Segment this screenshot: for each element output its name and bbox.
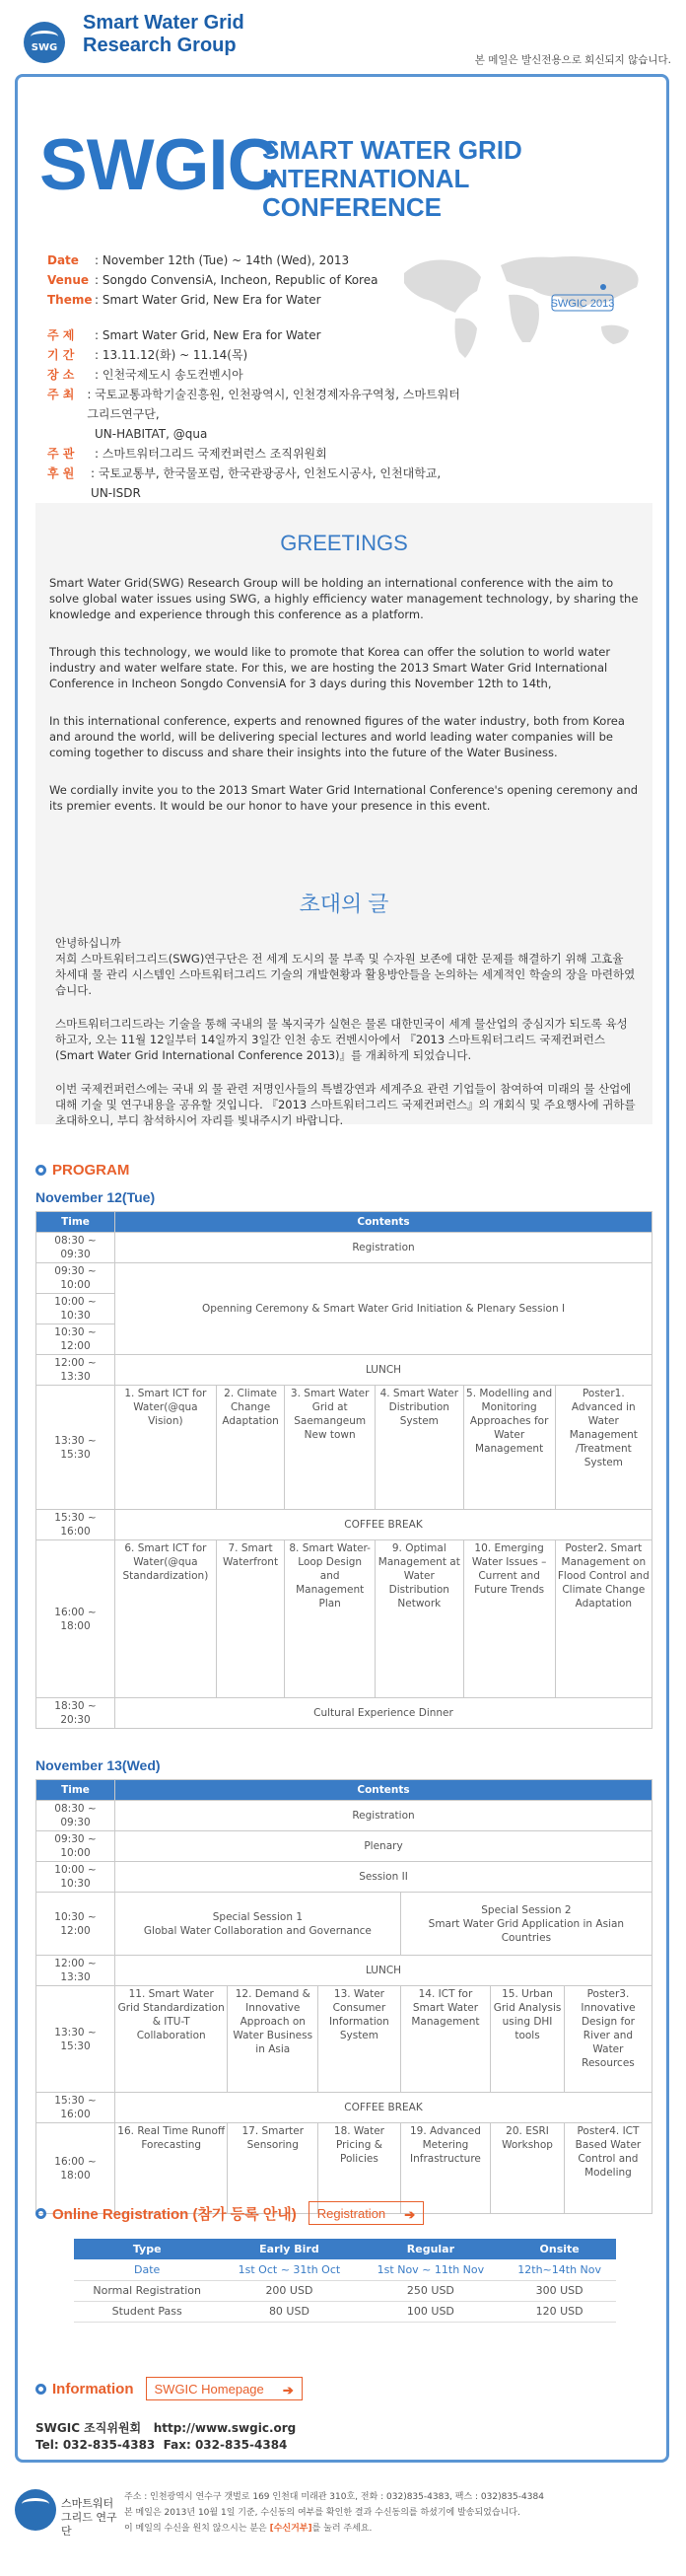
footer-unsubscribe-line <box>124 2521 676 2537</box>
info-row <box>47 365 461 385</box>
content-cell: COFFEE BREAK <box>115 1510 652 1540</box>
information-title: Information <box>52 2380 134 2397</box>
table-header-row <box>36 1780 652 1801</box>
session-cell: 11. Smart Water Grid Standardization & ITU-T Collaboration <box>115 1986 228 2093</box>
conference-banner <box>39 125 651 227</box>
session-cell: 20. ESRI Workshop <box>491 2123 565 2214</box>
time-cell: 13:30 ~ 15:30 <box>36 1386 115 1510</box>
info-row <box>47 270 461 290</box>
greetings-paragraph: Through this technology, we would like to promote that Korea can offer the solution to world water industry and water welfare state. For this, we are hosting the 2013 Smart Water Grid International Conference in Incheon Songdo ConvensiA for 3 days during this November 12th to 14th, <box>49 645 611 690</box>
time-cell: 16:00 ~ 18:00 <box>36 2123 115 2214</box>
info-row <box>47 385 461 424</box>
org-name-line1: Smart Water Grid <box>83 12 244 34</box>
table-row <box>36 1263 652 1294</box>
org-committee: SWGIC 조직위원회 <box>35 2421 142 2435</box>
fee-cell: 12th~14th Nov <box>503 2259 616 2280</box>
unsubscribe-text: 를 눌러 주세요. <box>311 2524 373 2534</box>
content-cell: Session II <box>115 1862 652 1893</box>
time-cell: 10:00 ~ 10:30 <box>36 1862 115 1893</box>
session-cell: 19. Advanced Metering Infrastructure <box>400 2123 490 2214</box>
footer <box>0 2475 686 2576</box>
subtitle-line1: SMART WATER GRID <box>262 135 522 165</box>
content-cell: LUNCH <box>115 1956 652 1986</box>
info-label: 장 소 <box>47 368 75 382</box>
session-cell: 17. Smarter Sensoring <box>228 2123 318 2214</box>
fee-cell: 120 USD <box>503 2301 616 2322</box>
fee-cell: 250 USD <box>359 2280 504 2301</box>
korean-paragraph: 이번 국제컨퍼런스에는 국내 외 물 관련 저명인사들의 특별강연과 세계주요 관련 기업들이 참여하여 미래의 물 산업에 대해 기술 및 연구내용을 공유할 것입니다. 『2013 스마트워터그리드 국제컨퍼런스』의 개회식 및 주요행사에 귀하를 초대하오니, 부디 참석하시어 자리를 빛내주시기 바랍니다. <box>55 1082 636 1127</box>
info-english <box>47 250 461 310</box>
fee-cell: Date <box>74 2259 220 2280</box>
homepage-button-label: SWGIC Homepage <box>154 2382 264 2397</box>
table-row <box>36 1986 652 2093</box>
fee-header: Early Bird <box>220 2239 358 2259</box>
info-korean <box>47 325 461 503</box>
map-label: SWGIC 2013 <box>550 298 615 310</box>
tel: Tel: 032-835-4383 <box>35 2438 156 2452</box>
event-info <box>47 250 461 503</box>
program-title: PROGRAM <box>52 1162 130 1179</box>
registration-title: Online Registration (참가 등록 안내) <box>52 2205 297 2223</box>
special-session-2 <box>400 1893 652 1956</box>
info-label: Venue <box>47 273 89 287</box>
special-session-topic: Global Water Collaboration and Governance <box>143 1924 372 1937</box>
time-cell: 13:30 ~ 15:30 <box>36 1986 115 2093</box>
info-row <box>47 464 461 503</box>
poster-cell: Poster3. Innovative Design for River and Water Resources <box>564 1986 652 2093</box>
table-row <box>36 1233 652 1263</box>
poster-cell: Poster4. ICT Based Water Control and Modeling <box>564 2123 652 2214</box>
korean-greetings-title: 초대의 글 <box>299 892 389 916</box>
table-row <box>36 1510 652 1540</box>
table-row <box>36 1540 652 1698</box>
info-label: 주 제 <box>47 328 75 342</box>
table-row <box>36 2093 652 2123</box>
special-session-title: Special Session 1 <box>212 1910 303 1923</box>
water-wave-icon <box>22 2498 49 2510</box>
content-cell: LUNCH <box>115 1355 652 1386</box>
session-cell: 6. Smart ICT for Water(@qua Standardization) <box>115 1540 217 1698</box>
info-value: : Smart Water Grid, New Era for Water <box>95 293 321 307</box>
fee-cell: 1st Oct ~ 31th Oct <box>220 2259 358 2280</box>
time-cell: 09:30 ~ 10:00 <box>36 1263 115 1294</box>
time-cell: 18:30 ~ 20:30 <box>36 1698 115 1729</box>
special-session-topic: Smart Water Grid Application in Asian Countries <box>428 1917 625 1944</box>
session-cell: 13. Water Consumer Information System <box>318 1986 401 2093</box>
th-contents: Contents <box>115 1212 652 1233</box>
info-value: : 국토교통부, 한국물포럼, 한국관광공사, 인천도시공사, 인천대학교, UN-ISDR <box>91 466 442 500</box>
time-cell: 10:30 ~ 12:00 <box>36 1893 115 1956</box>
greetings-paragraph: In this international conference, experts and renowned figures of the water industry, both from Korea and around the world, will be delivering special lectures and world leading water companies will be coming together to discuss and share their insights into the future of the Water Business. <box>49 714 625 759</box>
special-session-title: Special Session 2 <box>481 1903 572 1916</box>
fee-cell: Normal Registration <box>74 2280 220 2301</box>
fax: Fax: 032-835-4384 <box>163 2438 288 2452</box>
time-cell: 12:00 ~ 13:30 <box>36 1355 115 1386</box>
session-cell: 8. Smart Water-Loop Design and Management Plan <box>285 1540 376 1698</box>
header <box>0 0 686 74</box>
contact-info <box>35 2420 296 2454</box>
session-cell: 5. Modelling and Monitoring Approaches for Water Management <box>463 1386 555 1510</box>
korean-paragraph: 스마트워터그리드라는 기술을 통해 국내의 물 복지국가 실현은 물론 대한민국이 세계 물산업의 중심지가 되도록 육성하고자, 오는 11월 12일부터 14일까지 3일간 인천 송도 컨벤시아에서 『2013 스마트워터그리드 국제컨퍼런스(Smart Water Grid International Conference 2013)』를 개최하게 되었습니다. <box>55 1017 628 1062</box>
content-cell: Openning Ceremony & Smart Water Grid Initiation & Plenary Session I <box>115 1263 652 1355</box>
session-cell: 16. Real Time Runoff Forecasting <box>115 2123 228 2214</box>
conference-title: SWGIC <box>39 125 279 205</box>
fee-cell: 300 USD <box>503 2280 616 2301</box>
info-value: : 13.11.12(화) ~ 11.14(목) <box>95 348 248 362</box>
th-time: Time <box>36 1780 115 1801</box>
info-row <box>47 325 461 345</box>
info-label: 후 원 <box>47 466 75 480</box>
bullet-icon <box>35 1165 46 1176</box>
content-cell: Plenary <box>115 1831 652 1862</box>
fee-cell: 80 USD <box>220 2301 358 2322</box>
session-cell: 1. Smart ICT for Water(@qua Vision) <box>115 1386 217 1510</box>
footer-text <box>124 2489 676 2537</box>
footer-consent: 본 메일은 2013년 10월 1일 기준, 수신동의 여부를 확인한 결과 수신동의를 하셨기에 발송되었습니다. <box>124 2508 520 2518</box>
info-row <box>47 424 461 444</box>
time-cell: 08:30 ~ 09:30 <box>36 1801 115 1831</box>
org-name <box>83 12 244 57</box>
bullet-icon <box>35 2208 46 2219</box>
table-row <box>36 1801 652 1831</box>
session-cell: 4. Smart Water Distribution System <box>376 1386 464 1510</box>
unsubscribe-link[interactable]: [수신거부] <box>269 2524 312 2534</box>
session-cell: 2. Climate Change Adaptation <box>216 1386 285 1510</box>
table-row <box>36 1698 652 1729</box>
program-table-day2 <box>35 1779 652 2214</box>
th-time: Time <box>36 1212 115 1233</box>
greetings-paragraph: We cordially invite you to the 2013 Smart Water Grid International Conference's opening ceremony and its premier events. It would be our honor to have your presence in this event. <box>49 783 639 813</box>
homepage-button[interactable] <box>146 2377 303 2400</box>
footer-address: 주소 : 인천광역시 연수구 갯벌로 169 인천대 미래관 310호, 전화 : 032)835-4383, 팩스 : 032)835-4384 <box>124 2492 544 2502</box>
arrow-right-icon: ➔ <box>282 2383 294 2397</box>
content-cell: COFFEE BREAK <box>115 2093 652 2123</box>
water-wave-icon <box>31 31 58 42</box>
time-cell: 10:00 ~ 10:30 <box>36 1294 115 1324</box>
special-session-1 <box>115 1893 401 1956</box>
program-table-day1 <box>35 1211 652 1729</box>
time-cell: 15:30 ~ 16:00 <box>36 2093 115 2123</box>
program-heading <box>35 1162 129 1179</box>
info-value: UN-HABITAT, @qua <box>95 427 208 441</box>
registration-heading <box>35 2201 424 2225</box>
info-value: : November 12th (Tue) ~ 14th (Wed), 2013 <box>95 253 350 267</box>
footer-logo <box>15 2489 56 2531</box>
fee-cell: 200 USD <box>220 2280 358 2301</box>
org-name-line2: Research Group <box>83 35 237 56</box>
info-row <box>47 345 461 365</box>
fee-header: Regular <box>359 2239 504 2259</box>
table-row <box>36 1831 652 1862</box>
time-cell: 08:30 ~ 09:30 <box>36 1233 115 1263</box>
logo-abbr: SWG <box>31 42 58 53</box>
session-cell: 14. ICT for Smart Water Management <box>400 1986 490 2093</box>
time-cell: 10:30 ~ 12:00 <box>36 1324 115 1355</box>
table-row <box>74 2259 616 2280</box>
th-contents: Contents <box>115 1780 652 1801</box>
info-label: Theme <box>47 293 93 307</box>
registration-fee-table <box>74 2239 616 2323</box>
arrow-right-icon: ➔ <box>404 2207 416 2222</box>
unsubscribe-text: 이 메일의 수신을 원치 않으시는 분은 <box>124 2524 270 2534</box>
contact-line <box>35 2437 296 2454</box>
footer-org-name: 스마트워터그리드 연구단 <box>61 2497 117 2538</box>
info-value: : 국토교통과학기술진흥원, 인천광역시, 인천경제자유구역청, 스마트워터그리드연구단, <box>87 388 460 421</box>
homepage-link[interactable]: http://www.swgic.org <box>153 2421 297 2435</box>
info-value: : 인천국제도시 송도컨벤시아 <box>95 368 243 382</box>
session-cell: 9. Optimal Management at Water Distribution Network <box>376 1540 464 1698</box>
info-label: 기 간 <box>47 348 75 362</box>
info-row <box>47 444 461 464</box>
info-label: Date <box>47 253 79 267</box>
time-cell: 15:30 ~ 16:00 <box>36 1510 115 1540</box>
info-value: : Smart Water Grid, New Era for Water <box>95 328 321 342</box>
greetings-title: GREETINGS <box>280 531 408 555</box>
bullet-icon <box>35 2384 46 2395</box>
content-cell: Registration <box>115 1801 652 1831</box>
info-value: : Songdo ConvensiA, Incheon, Republic of Korea <box>95 273 378 287</box>
info-label: 주 최 <box>47 388 75 401</box>
fee-header: Onsite <box>503 2239 616 2259</box>
no-reply-notice: 본 메일은 발신전용으로 회신되지 않습니다. <box>474 54 671 66</box>
table-header-row <box>74 2239 616 2259</box>
table-row <box>36 2123 652 2214</box>
fee-cell: 1st Nov ~ 11th Nov <box>359 2259 504 2280</box>
table-row <box>74 2280 616 2301</box>
table-row <box>36 1862 652 1893</box>
session-cell: 18. Water Pricing & Policies <box>318 2123 401 2214</box>
session-cell: 7. Smart Waterfront <box>216 1540 285 1698</box>
greetings-paragraph: Smart Water Grid(SWG) Research Group will be holding an international conference with the aim to solve global water issues using SWG, a highly efficiency water management technology, by sharing the knowledge and experience through this conference as a platform. <box>49 576 639 621</box>
session-cell: 10. Emerging Water Issues – Current and Future Trends <box>463 1540 555 1698</box>
greetings-box <box>35 503 652 1127</box>
content-cell: Cultural Experience Dinner <box>115 1698 652 1729</box>
table-row <box>36 1386 652 1510</box>
conference-subtitle <box>262 136 651 222</box>
contact-line <box>35 2420 296 2437</box>
day1-heading: November 12(Tue) <box>35 1189 156 1205</box>
info-label: 주 관 <box>47 447 75 461</box>
fee-cell: Student Pass <box>74 2301 220 2322</box>
info-value: : 스마트워터그리드 국제컨퍼런스 조직위원회 <box>95 447 327 461</box>
table-row <box>36 1893 652 1956</box>
info-row <box>47 290 461 310</box>
content-cell: Registration <box>115 1233 652 1263</box>
day2-heading: November 13(Wed) <box>35 1757 161 1773</box>
poster-cell: Poster2. Smart Management on Flood Control and Climate Change Adaptation <box>555 1540 652 1698</box>
table-header-row <box>36 1212 652 1233</box>
info-row <box>47 250 461 270</box>
table-row <box>36 1355 652 1386</box>
registration-button-label: Registration <box>316 2206 386 2221</box>
session-cell: 15. Urban Grid Analysis using DHI tools <box>491 1986 565 2093</box>
session-cell: 12. Demand & Innovative Approach on Water Business in Asia <box>228 1986 318 2093</box>
subtitle-line2: INTERNATIONAL CONFERENCE <box>262 164 469 222</box>
table-row <box>36 1956 652 1986</box>
session-cell: 3. Smart Water Grid at Saemangeum New town <box>285 1386 376 1510</box>
registration-button[interactable] <box>309 2201 424 2225</box>
time-cell: 12:00 ~ 13:30 <box>36 1956 115 1986</box>
fee-header: Type <box>74 2239 220 2259</box>
information-heading <box>35 2377 303 2400</box>
info-label <box>47 424 95 444</box>
fee-cell: 100 USD <box>359 2301 504 2322</box>
korean-paragraph: 안녕하십니까 저희 스마트워터그리드(SWG)연구단은 전 세계 도시의 물 부족 및 수자원 보존에 대한 문제를 해결하기 위해 고효율 차세대 물 관리 시스템인 스마트워터그리드 기술의 개발현황과 활용방안들을 논의하는 세계적인 학술의 장을 마련하였습니다. <box>55 936 636 997</box>
poster-cell: Poster1. Advanced in Water Management /Treatment System <box>555 1386 652 1510</box>
time-cell: 09:30 ~ 10:00 <box>36 1831 115 1862</box>
time-cell: 16:00 ~ 18:00 <box>36 1540 115 1698</box>
table-row <box>74 2301 616 2322</box>
swg-logo <box>24 22 65 63</box>
